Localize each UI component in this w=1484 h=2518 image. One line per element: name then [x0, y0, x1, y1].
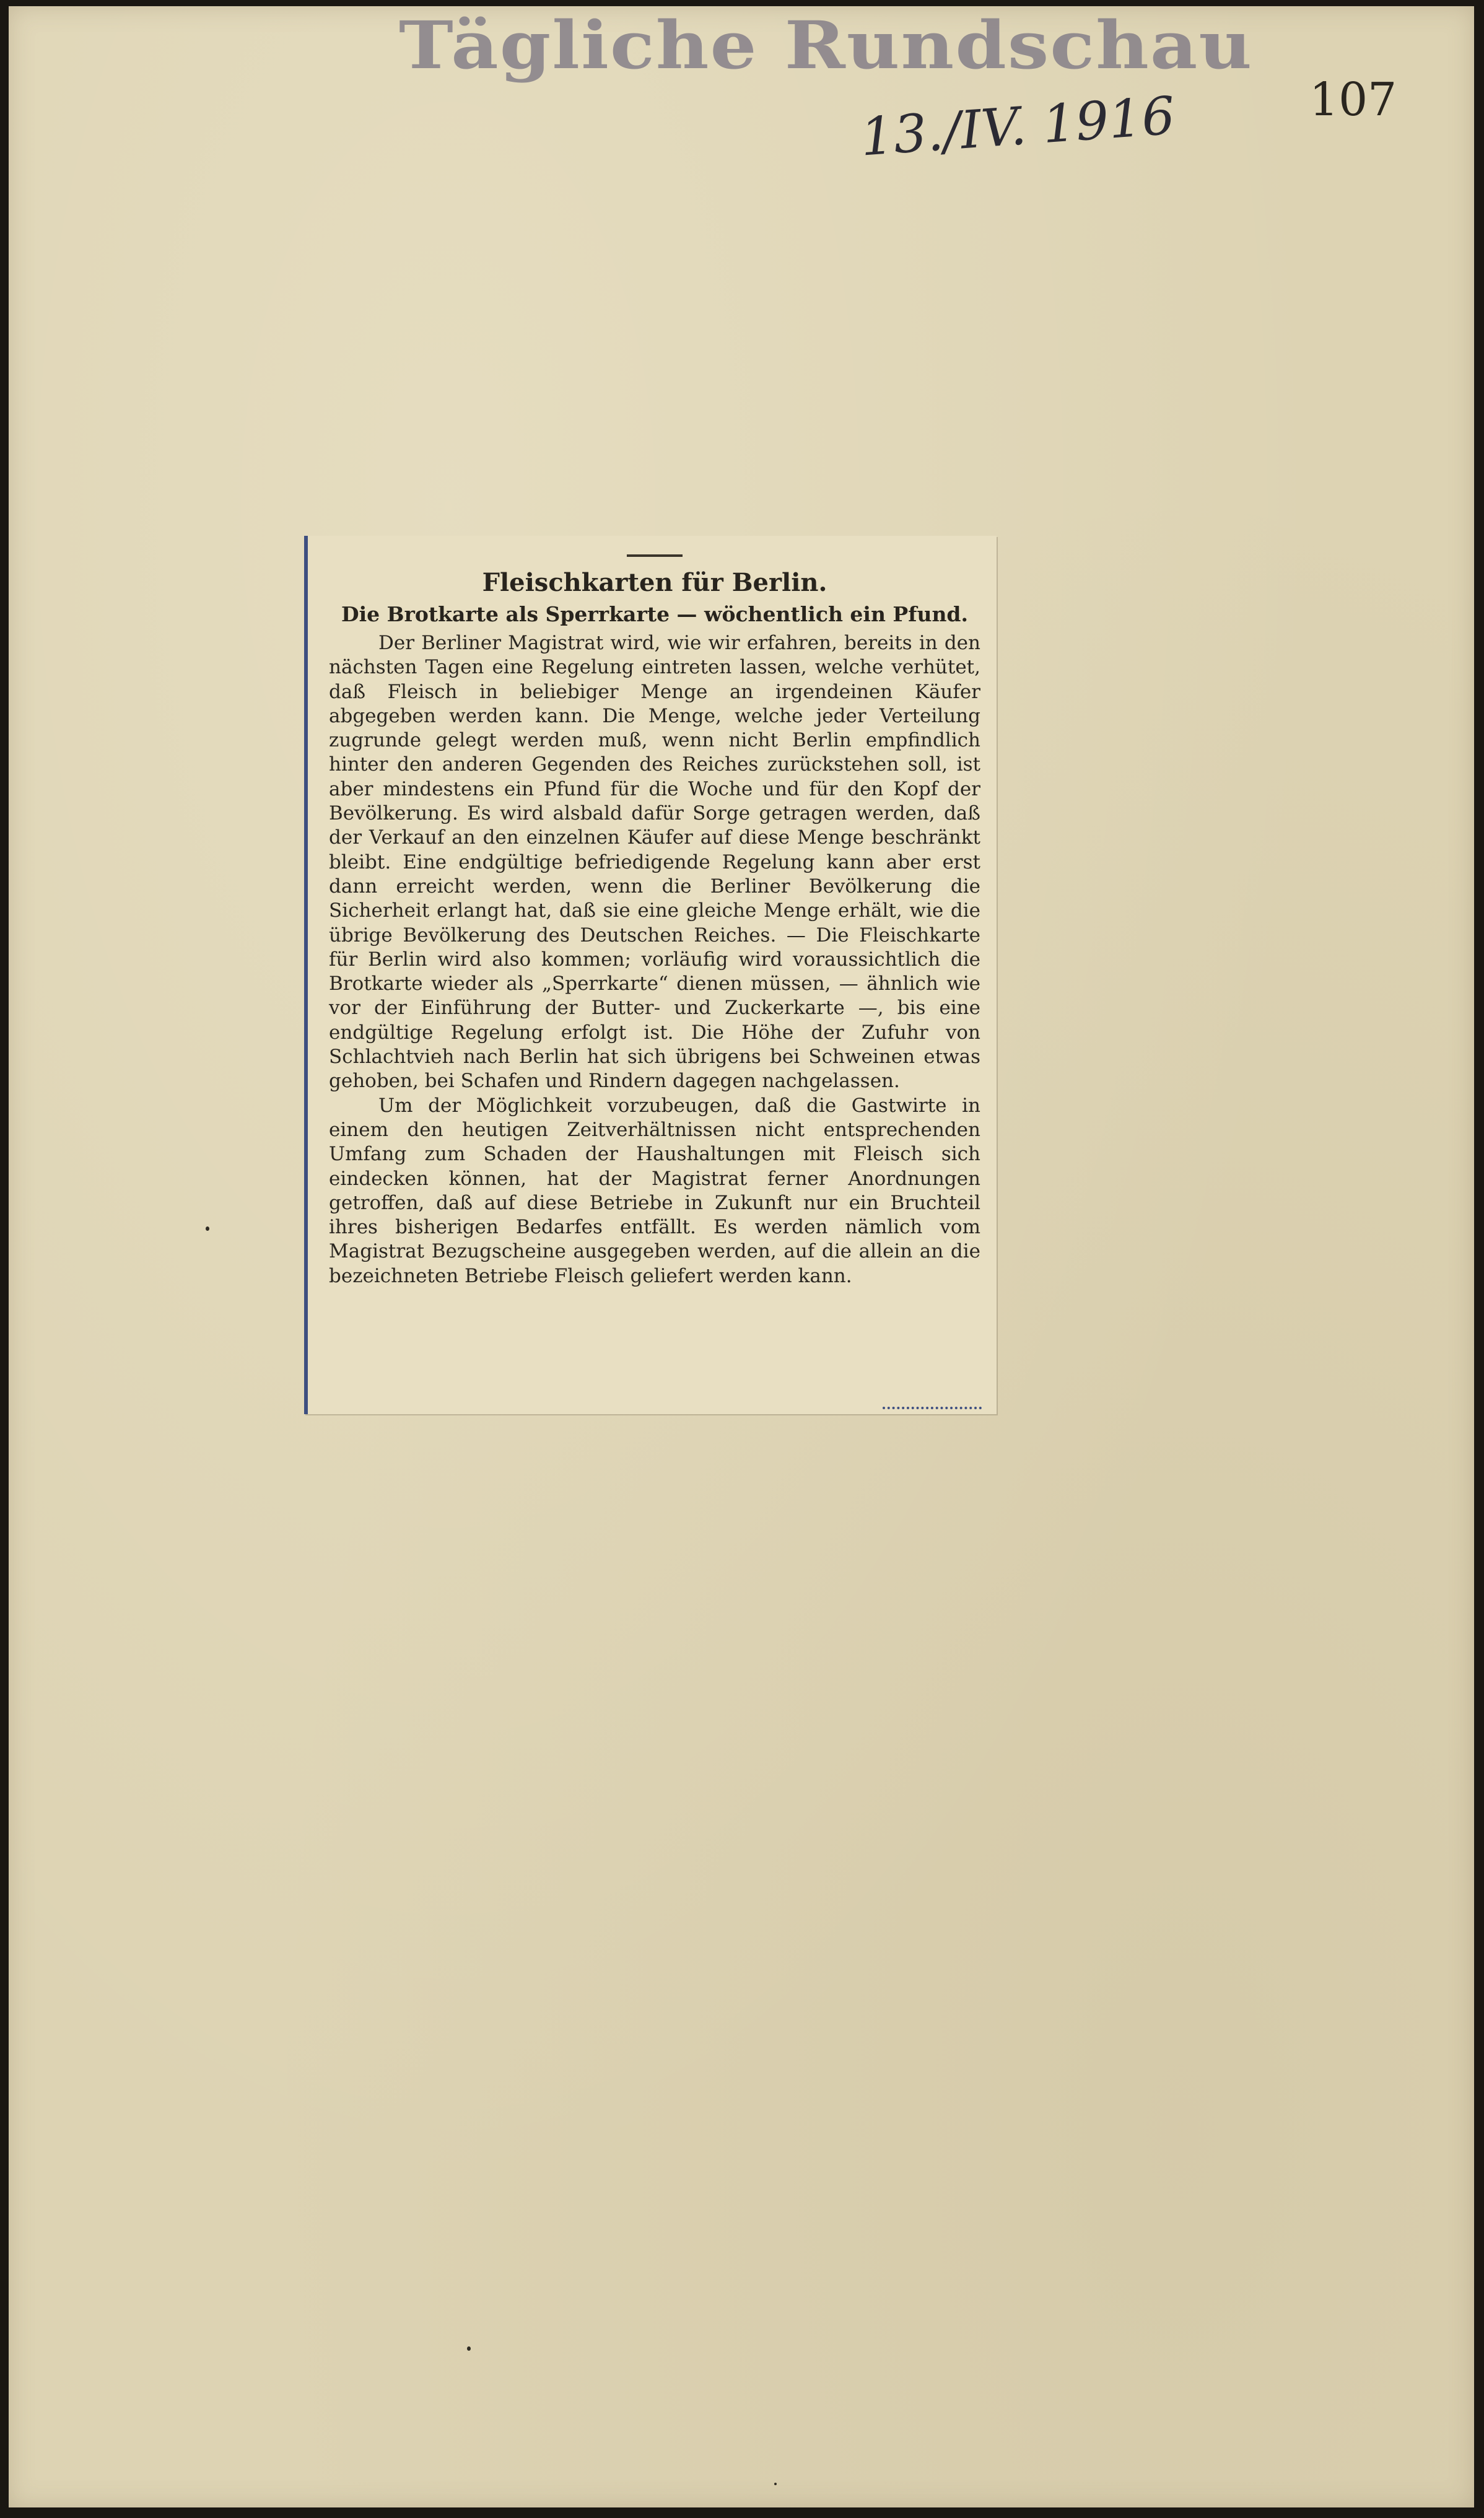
- clipping-top-rule: [627, 554, 683, 557]
- handwritten-date: 13./IV. 1916: [858, 85, 1177, 168]
- clipping-end-rule: [883, 1407, 982, 1409]
- newspaper-stamp: Tägliche Rundschau: [399, 6, 1254, 84]
- article-subtitle: Die Brotkarte als Sperrkarte — wöchentlich ein Pfund.: [341, 602, 968, 626]
- paper-speck: [206, 1226, 209, 1231]
- paper-speck: [774, 2483, 777, 2485]
- article-paragraph-1: Der Berliner Magistrat wird, wie wir erfahren, bereits in den nächsten Tagen eine Regelung eintreten lassen, welche verhütet, daß Fleisch in beliebiger Menge an irgendeinen Käufer abgegeben werden kann. Die Menge, welche jeder Verteilung zugrunde gelegt werden muß, wenn nicht Berlin empfindlich hinter den anderen Gegenden des Reiches zurückstehen soll, ist aber mindestens ein Pfund für die Woche und für den Kopf der Bevölkerung. Es wird alsbald dafür Sorge getragen werden, daß der Verkauf an den einzelnen Käufer auf diese Menge beschränkt bleibt. Eine endgültige befriedigende Regelung kann aber erst dann erreicht werden, wenn die Berliner Bevölkerung die Sicherheit erlangt hat, daß sie eine gleiche Menge erhält, wie die übrige Bevölkerung des Deutschen Reiches. — Die Fleischkarte für Berlin wird also kommen; vorläufig wird voraussichtlich die Brotkarte wieder als „Sperrkarte“ dienen müssen, — ähnlich wie vor der Einführung der Butter- und Zuckerkarte —, bis eine endgültige Regelung erfolgt ist. Die Höhe der Zufuhr von Schlachtvieh nach Berlin hat sich übrigens bei Schweinen etwas gehoben, bei Schafen und Rindern dagegen nachgelassen.: [329, 632, 980, 1093]
- newspaper-clipping: [304, 536, 997, 1414]
- paper-speck: [467, 2346, 471, 2351]
- article-title: Fleischkarten für Berlin.: [482, 568, 827, 597]
- article-paragraph-2: Um der Möglichkeit vorzubeugen, daß die Gastwirte in einem den heutigen Zeitverhältnissen nicht entsprechenden Umfang zum Schaden der Haushaltungen mit Fleisch sich eindecken können, hat der Magistrat ferner Anordnungen getroffen, daß auf diese Betriebe in Zukunft nur ein Bruchteil ihres bisherigen Bedarfes entfällt. Es werden nämlich vom Magistrat Bezugscheine ausgegeben werden, auf die allein an die bezeichneten Betriebe Fleisch geliefert werden kann.: [329, 1094, 980, 1287]
- archive-sheet: [9, 6, 1474, 2507]
- page-number: 107: [1309, 73, 1397, 126]
